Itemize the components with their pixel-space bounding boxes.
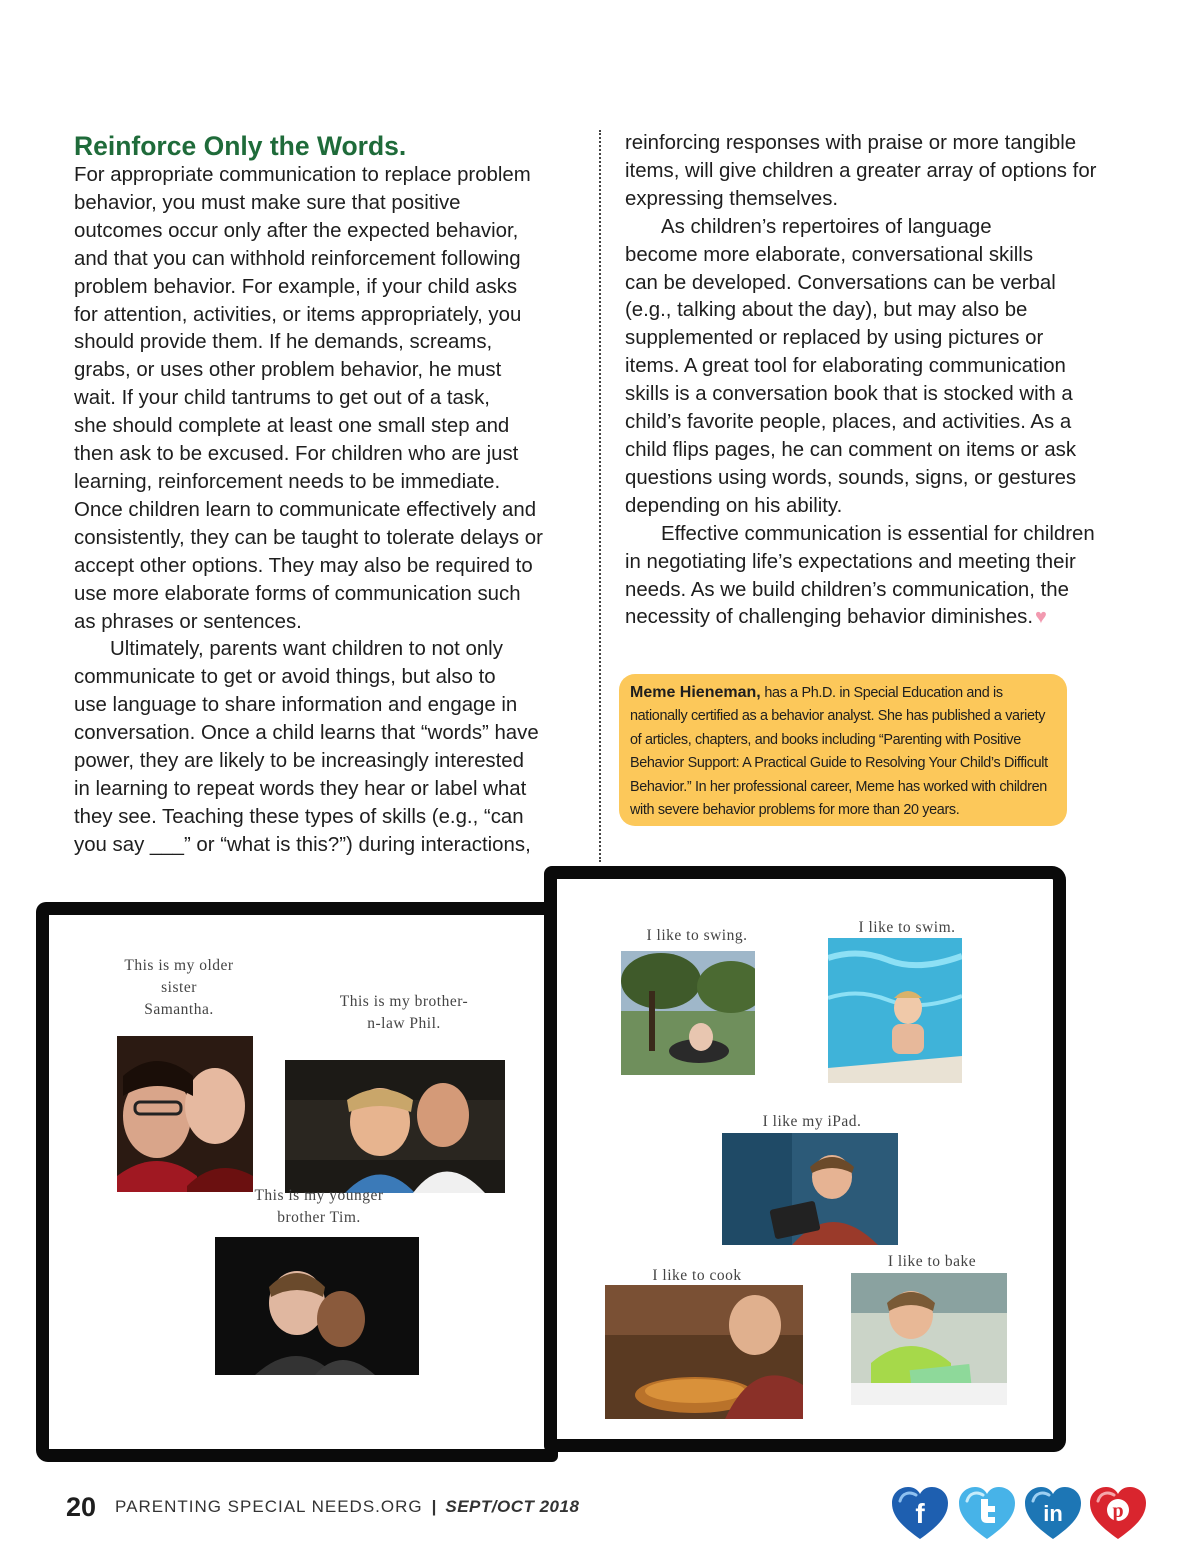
linkedin-glyph: in bbox=[1043, 1501, 1063, 1526]
pinterest-glyph: p bbox=[1112, 1500, 1124, 1522]
author-name: Meme Hieneman, bbox=[630, 684, 761, 701]
photo-swim bbox=[828, 938, 962, 1083]
linkedin-icon[interactable] bbox=[1023, 1483, 1083, 1543]
heart-icon: ♥ bbox=[1035, 606, 1047, 629]
book-left-page bbox=[36, 902, 558, 1462]
label-younger-brother: This is my younger brother Tim. bbox=[254, 1187, 384, 1226]
author-bio-text: has a Ph.D. in Special Education and is nationally certified as a behavior analyst. She has published a variety of articles, chapters, and books including “Parenting with Positive Behavior Support: A Practical Guide to Resolving Your Child’s Difficult Behavior.” In her professional career, Meme has worked with children with severe behavior problems for more than 20 years. bbox=[630, 685, 1048, 819]
photo-swing bbox=[621, 951, 755, 1075]
photo-ipad bbox=[722, 1133, 898, 1245]
photo-cook bbox=[605, 1285, 803, 1419]
label-cook: I like to cook bbox=[652, 1267, 742, 1284]
page-footer bbox=[66, 1487, 579, 1527]
label-ipad: I like my iPad. bbox=[762, 1113, 862, 1130]
photo-brother-in-law bbox=[285, 1060, 505, 1193]
footer-separator: | bbox=[431, 1497, 437, 1516]
issue-date: SEPT/OCT 2018 bbox=[445, 1497, 580, 1516]
facebook-icon[interactable] bbox=[890, 1483, 950, 1543]
label-older-sister: This is my older sister Samantha. bbox=[124, 957, 234, 1018]
photo-sister bbox=[117, 1036, 253, 1192]
section-heading: Reinforce Only the Words. bbox=[74, 131, 407, 161]
conversation-book-image bbox=[36, 866, 1066, 1464]
right-column bbox=[625, 130, 1145, 632]
paragraph-repertoires: As children’s repertoires of language become more elaborate, conversational skills can be developed. Conversations can be verbal (e.g., talking about the day), but may also be supplemented or replaced by using pictures or items. A great tool for elaborating communication skills is a conversation book that is stocked with a child’s favorite people, places, and activities. As a child flips pages, he can comment on items or ask questions using words, sounds, signs, or gestures depending on his ability. bbox=[625, 215, 1077, 517]
paragraph-reinforce: For appropriate communication to replace problem behavior, you must make sure that positive outcomes occur only after the expected behavior, and that you can withhold reinforcement following problem behavior. For example, if your child asks for attention, activities, or items appropriately, you should provide them. If he demands, screams, grabs, or uses other problem behavior, he must wait. If your child tantrums to get out of a task, she should complete at least one small step and then ask to be excused. For children who are just learning, reinforcement needs to be immediate. Once children learn to communicate effectively and consistently, they can be taught to tolerate delays or accept other options. They may also be required to use more elaborate forms of communication such as phrases or sentences. bbox=[74, 164, 543, 633]
page-number: 20 bbox=[66, 1491, 97, 1522]
paragraph-ultimately: Ultimately, parents want children to not only communicate to get or avoid things, but also to use language to share information and engage in conversation. Once a child learns that “words” have power, they are likely to be increasingly interested in learning to repeat words they hear or label what they see. Teaching these types of skills (e.g., “can you say ___” or “what is this?”) during interactions, bbox=[74, 638, 539, 856]
photo-bake bbox=[851, 1273, 1007, 1405]
left-column bbox=[74, 130, 586, 860]
label-swim: I like to swim. bbox=[858, 919, 956, 936]
paragraph-conclusion bbox=[625, 521, 1145, 633]
conclusion-text: Effective communication is essential for children in negotiating life’s expectations and meeting their needs. As we build children’s communication, the necessity of challenging behavior diminishes. bbox=[625, 522, 1095, 629]
column-divider bbox=[599, 130, 601, 862]
author-bio-box bbox=[619, 674, 1067, 826]
label-bake: I like to bake bbox=[887, 1253, 977, 1270]
facebook-glyph: f bbox=[915, 1498, 925, 1529]
twitter-icon[interactable] bbox=[957, 1483, 1017, 1543]
publication-name: PARENTING SPECIAL NEEDS.ORG bbox=[115, 1497, 423, 1516]
label-brother-in-law: This is my brother- n-law Phil. bbox=[339, 993, 469, 1032]
label-swing: I like to swing. bbox=[646, 927, 748, 944]
paragraph-continued: reinforcing responses with praise or more tangible items, will give children a greater array of options for expressing themselves. bbox=[625, 132, 1097, 210]
pinterest-icon[interactable] bbox=[1088, 1483, 1148, 1543]
photo-younger-brother bbox=[215, 1237, 419, 1375]
book-right-page bbox=[544, 866, 1066, 1452]
